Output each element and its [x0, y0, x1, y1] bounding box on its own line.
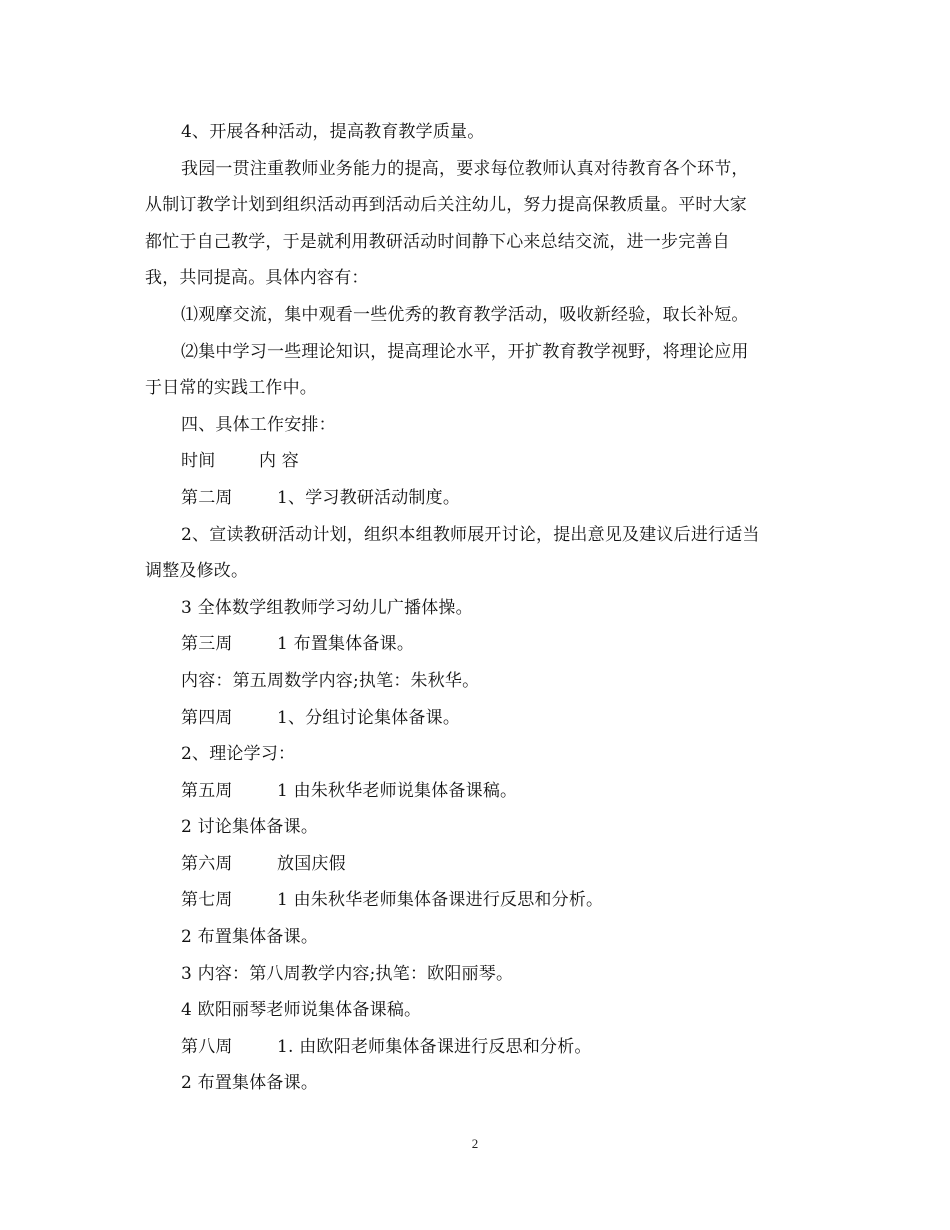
schedule-row: [145, 626, 810, 663]
schedule-text: 放国庆假: [277, 853, 346, 874]
schedule-text: 1 由朱秋华老师说集体备课稿。: [277, 780, 518, 801]
schedule-row: [145, 1029, 810, 1066]
schedule-text: 1、分组讨论集体备课。: [277, 707, 461, 728]
schedule-row: [145, 919, 810, 956]
schedule-row: [145, 1065, 810, 1102]
schedule-text: 1 由朱秋华老师集体备课进行反思和分析。: [277, 890, 604, 911]
schedule-text: 3 全体数学组教师学习幼儿广播体操。: [181, 597, 473, 618]
schedule-row: [145, 846, 810, 883]
schedule-text: 调整及修改。: [145, 561, 249, 582]
schedule-text: 2 布置集体备课。: [181, 1073, 319, 1094]
schedule-list: [145, 480, 810, 1102]
schedule-header-time: 时间: [181, 451, 216, 472]
schedule-text: 2、宣读教研活动计划，组织本组教师展开讨论，提出意见及建议后进行适当: [181, 524, 760, 545]
paragraph-line: 4、开展各种活动，提高教育教学质量。: [181, 122, 485, 142]
schedule-text: 2 讨论集体备课。: [181, 817, 319, 838]
paragraph-line: 我园一贯注重教师业务能力的提高，要求每位教师认真对待教育各个环节，: [181, 158, 749, 179]
schedule-row: [145, 773, 810, 810]
schedule-row: [145, 517, 810, 554]
paragraph-line: ⑴观摩交流，集中观看一些优秀的教育教学活动，吸收新经验，取长补短。: [181, 304, 749, 325]
schedule-row: [145, 809, 810, 846]
schedule-week: 第六周: [181, 853, 233, 874]
schedule-header-content: 内 容: [259, 451, 300, 472]
schedule-week: 第五周: [181, 780, 233, 801]
schedule-row: [145, 480, 810, 517]
schedule-row: [145, 663, 810, 700]
paragraph-line: 于日常的实践工作中。: [145, 378, 317, 399]
schedule-text: 1. 由欧阳老师集体备课进行反思和分析。: [277, 1036, 592, 1057]
paragraph-line: 我，共同提高。具体内容有：: [145, 268, 369, 289]
schedule-text: 3 内容：第八周教学内容;执笔：欧阳丽琴。: [181, 963, 514, 984]
schedule-header: [145, 443, 810, 480]
schedule-row: [145, 956, 810, 993]
schedule-row: [145, 736, 810, 773]
schedule-text: 1 布置集体备课。: [277, 634, 415, 655]
schedule-week: 第四周: [181, 707, 233, 728]
schedule-row: [145, 992, 810, 1029]
schedule-row: [145, 590, 810, 627]
paragraph-line: ⑵集中学习一些理论知识，提高理论水平，开扩教育教学视野，将理论应用: [181, 341, 749, 362]
schedule-text: 内容：第五周数学内容;执笔：朱秋华。: [181, 670, 480, 691]
schedule-week: 第三周: [181, 634, 233, 655]
document-body: [145, 114, 810, 1102]
schedule-week: 第八周: [181, 1036, 233, 1057]
schedule-text: 2 布置集体备课。: [181, 927, 319, 948]
schedule-week: 第二周: [181, 487, 233, 508]
schedule-week: 第七周: [181, 890, 233, 911]
schedule-row: [145, 882, 810, 919]
schedule-row: [145, 553, 810, 590]
section-heading: 四、具体工作安排：: [181, 414, 336, 435]
schedule-row: [145, 700, 810, 737]
paragraph-line: 从制订教学计划到组织活动再到活动后关注幼儿，努力提高保教质量。平时大家: [145, 195, 747, 216]
paragraph-line: 都忙于自己教学，于是就利用教研活动时间静下心来总结交流，进一步完善自: [145, 231, 730, 252]
schedule-text: 4 欧阳丽琴老师说集体备课稿。: [181, 1000, 422, 1021]
page-number: 2: [471, 1136, 479, 1151]
schedule-text: 1、学习教研活动制度。: [277, 487, 461, 508]
schedule-text: 2、理论学习：: [181, 744, 296, 765]
